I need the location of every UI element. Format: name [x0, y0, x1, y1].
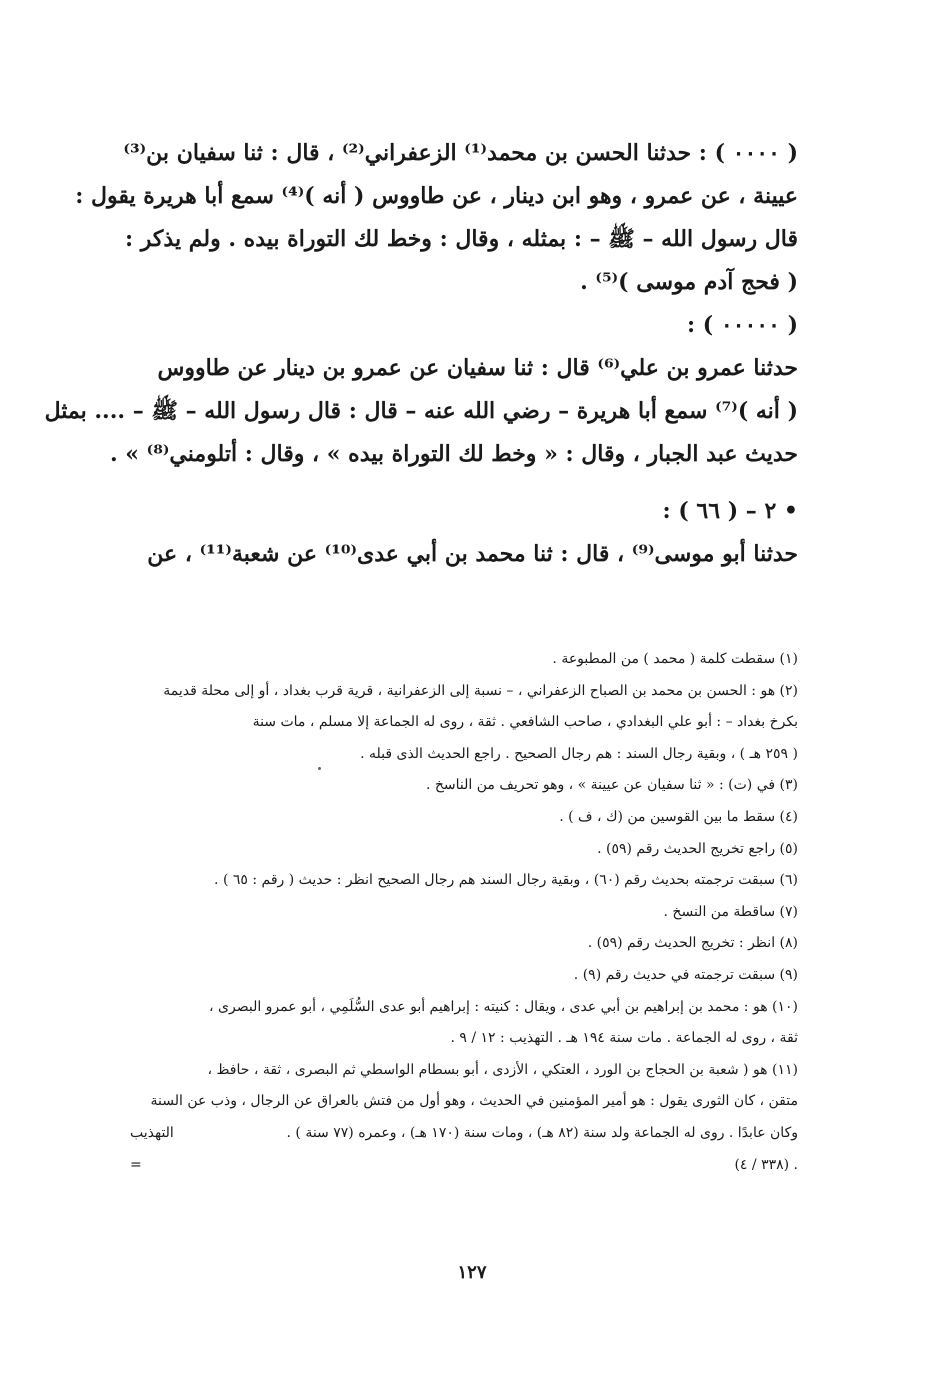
footnote-line: (١١) هو ( شعبة بن الحجاج بن الورد ، العتكي ، الأزدى ، أبو بسطام الواسطي ثم البصرى ، ثقة ، حافظ ، — [207, 1061, 798, 1078]
text-line: حدثنا أبو موسى⁽⁹⁾ ، قال : ثنا محمد بن أبي عدى⁽¹⁰⁾ عن شعبة⁽¹¹⁾ ، عن — [147, 541, 798, 567]
footnote-line: (٢) هو : الحسن بن محمد بن الصباح الزعفراني ، – نسبة إلى الزعفرانية ، قرية قرب بغداد ، أو إلى محلة قديمة — [163, 682, 798, 699]
footnote-line: (١) سقطت كلمة ( محمد ) من المطبوعة . — [552, 651, 798, 667]
footnotes-block — [130, 644, 798, 1181]
footnote-line: (٦) سبقت ترجمته بحديث رقم (٦٠) ، وبقية رجال السند هم رجال الصحيح انظر : حديث ( رقم : ٦٥ ) . — [214, 872, 798, 889]
text-line: ( أنه )⁽⁷⁾ سمع أبا هريرة – رضي الله عنه – قال : قال رسول الله – ﷺ – .... بمثل — [44, 398, 798, 424]
footnote-line — [130, 1150, 798, 1182]
footnote-line: (٩) سبقت ترجمته في حديث رقم (٩) . — [573, 966, 798, 983]
footnote-line: ( ٢٥٩ هـ ) ، وبقية رجال السند : هم رجال الصحيح . راجع الحديث الذى قبله . — [360, 745, 798, 762]
footnote-line: (٤) سقط ما بين القوسين من (ك ، ف ) . — [559, 808, 798, 825]
footnote-line: بكرخ بغداد – : أبو علي البغدادي ، صاحب الشافعي . ثقة ، روى له الجماعة إلا مسلم ، مات سنة — [252, 714, 798, 731]
scan-speck — [318, 767, 321, 770]
footnote-line: (٨) انظر : تخريج الحديث رقم (٥٩) . — [587, 935, 798, 952]
text-line: حديث عبد الجبار ، وقال : « وخط لك التوراة بيده » ، وقال : أتلومني⁽⁸⁾ » . — [109, 441, 798, 467]
text-line: عيينة ، عن عمرو ، وهو ابن دينار ، عن طاووس ( أنه )⁽⁴⁾ سمع أبا هريرة يقول : — [75, 183, 798, 209]
text-line: ( فحج آدم موسى )⁽⁵⁾ . — [580, 269, 798, 295]
text-line: ( ٠٠٠٠ ) : حدثنا الحسن بن محمد⁽¹⁾ الزعفراني⁽²⁾ ، قال : ثنا سفيان بن⁽³⁾ — [123, 140, 798, 166]
footnote-line: متقن ، كان الثورى يقول : هو أمير المؤمنين في الحديث ، وهو أول من فتش بالعراق عن الرجال ، وذب عن السنة — [150, 1093, 798, 1110]
footnote-line: (١٠) هو : محمد بن إبراهيم بن أبي عدى ، ويقال : كنيته : إبراهيم أبو عدى السُّلَمِي ، أبو عمرو البصرى ، — [209, 998, 798, 1015]
continuation-mark: = — [130, 1156, 142, 1173]
footnote-tail: التهذيب — [130, 1124, 174, 1141]
footnote-line: (٧) ساقطة من النسخ . — [663, 903, 798, 920]
footnote-text: . (٣٣٨ / ٤) — [734, 1156, 798, 1173]
section-heading: • ٢ – ( ٦٦ ) : — [662, 498, 798, 524]
page-number: ١٢٧ — [457, 1262, 487, 1283]
main-text-block — [44, 132, 798, 576]
footnote-line — [130, 1118, 798, 1150]
text-line: ( ٠٠٠٠٠ ) : — [686, 312, 798, 338]
footnote-line: ثقة ، روى له الجماعة . مات سنة ١٩٤ هـ . التهذيب : ١٢ / ٩ . — [450, 1030, 798, 1047]
text-line: حدثنا عمرو بن علي⁽⁶⁾ قال : ثنا سفيان عن عمرو بن دينار عن طاووس — [157, 355, 798, 381]
footnote-line: (٣) في (ت) : « ثنا سفيان عن عيينة » ، وهو تحريف من الناسخ . — [425, 777, 798, 794]
footnote-text: وكان عابدًا . روى له الجماعة ولد سنة (٨٢ هـ) ، ومات سنة (١٧٠ هـ) ، وعمره (٧٧ سنة ) . — [286, 1124, 798, 1141]
footnote-line: (٥) راجع تخريج الحديث رقم (٥٩) . — [597, 840, 798, 857]
text-line: قال رسول الله – ﷺ – : بمثله ، وقال : وخط لك التوراة بيده . ولم يذكر : — [125, 226, 798, 252]
